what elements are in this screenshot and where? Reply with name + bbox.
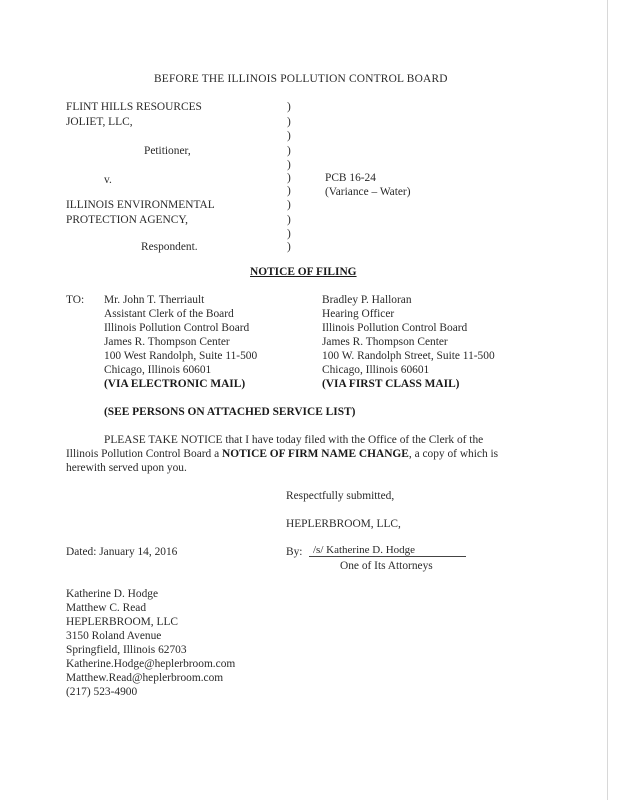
case-type: (Variance – Water) (325, 186, 411, 198)
recipient-left-building: James R. Thompson Center (104, 336, 230, 348)
paren: ) (287, 116, 291, 128)
recipient-left-name: Mr. John T. Therriault (104, 294, 205, 306)
body-line-2 (66, 447, 498, 462)
paren: ) (287, 130, 291, 142)
body-line-2-pre: Illinois Pollution Control Board a (66, 448, 222, 460)
board-header: BEFORE THE ILLINOIS POLLUTION CONTROL BOARD (154, 73, 448, 85)
to-label: TO: (66, 294, 85, 306)
service-list-note: (SEE PERSONS ON ATTACHED SERVICE LIST) (104, 406, 356, 418)
paren: ) (287, 228, 291, 240)
signature-line (309, 556, 466, 557)
firm-name-closing: HEPLERBROOM, LLC, (286, 518, 401, 530)
paren: ) (287, 214, 291, 226)
attorney-email-2: Matthew.Read@heplerbroom.com (66, 672, 224, 684)
body-line-1: PLEASE TAKE NOTICE that I have today filed with the Office of the Clerk of the (104, 434, 484, 446)
scan-edge-divider (607, 0, 608, 800)
paren: ) (287, 159, 291, 171)
recipient-left-method: (VIA ELECTRONIC MAIL) (104, 378, 246, 390)
body-line-2-post: , a copy of which is (408, 448, 499, 460)
paren: ) (287, 199, 291, 211)
respondent-role: Respondent. (141, 241, 198, 253)
petitioner-name-line1: FLINT HILLS RESOURCES (66, 101, 202, 113)
petitioner-name-line2: JOLIET, LLC, (66, 116, 133, 128)
attorney-phone: (217) 523-4900 (66, 686, 138, 698)
body-line-2-bold: NOTICE OF FIRM NAME CHANGE (222, 448, 409, 460)
paren: ) (287, 145, 291, 157)
paren: ) (287, 172, 291, 184)
recipient-right-name: Bradley P. Halloran (322, 294, 412, 306)
versus: v. (104, 174, 112, 186)
attorney-name-2: Matthew C. Read (66, 602, 147, 614)
signature-caption: One of Its Attorneys (340, 560, 433, 572)
recipient-left-street: 100 West Randolph, Suite 11-500 (104, 350, 258, 362)
paren: ) (287, 185, 291, 197)
signature: /s/ Katherine D. Hodge (313, 544, 416, 556)
recipient-right-title: Hearing Officer (322, 308, 395, 320)
recipient-right-city: Chicago, Illinois 60601 (322, 364, 430, 376)
notice-title: NOTICE OF FILING (250, 266, 357, 278)
recipient-left-title: Assistant Clerk of the Board (104, 308, 234, 320)
attorney-street: 3150 Roland Avenue (66, 630, 162, 642)
by-label: By: (286, 546, 303, 558)
case-number: PCB 16-24 (325, 172, 376, 184)
recipient-right-method: (VIA FIRST CLASS MAIL) (322, 378, 460, 390)
body-line-3: herewith served upon you. (66, 462, 187, 474)
recipient-right-street: 100 W. Randolph Street, Suite 11-500 (322, 350, 495, 362)
recipient-right-building: James R. Thompson Center (322, 336, 448, 348)
attorney-city: Springfield, Illinois 62703 (66, 644, 187, 656)
recipient-right-org: Illinois Pollution Control Board (322, 322, 468, 334)
respondent-name-line1: ILLINOIS ENVIRONMENTAL (66, 199, 215, 211)
recipient-left-org: Illinois Pollution Control Board (104, 322, 250, 334)
paren: ) (287, 101, 291, 113)
paren: ) (287, 241, 291, 253)
respondent-name-line2: PROTECTION AGENCY, (66, 214, 188, 226)
attorney-email-1: Katherine.Hodge@heplerbroom.com (66, 658, 236, 670)
attorney-firm: HEPLERBROOM, LLC (66, 616, 179, 628)
petitioner-role: Petitioner, (144, 145, 191, 157)
respectfully-submitted: Respectfully submitted, (286, 490, 395, 502)
dated-line: Dated: January 14, 2016 (66, 546, 178, 558)
attorney-name-1: Katherine D. Hodge (66, 588, 159, 600)
recipient-left-city: Chicago, Illinois 60601 (104, 364, 212, 376)
